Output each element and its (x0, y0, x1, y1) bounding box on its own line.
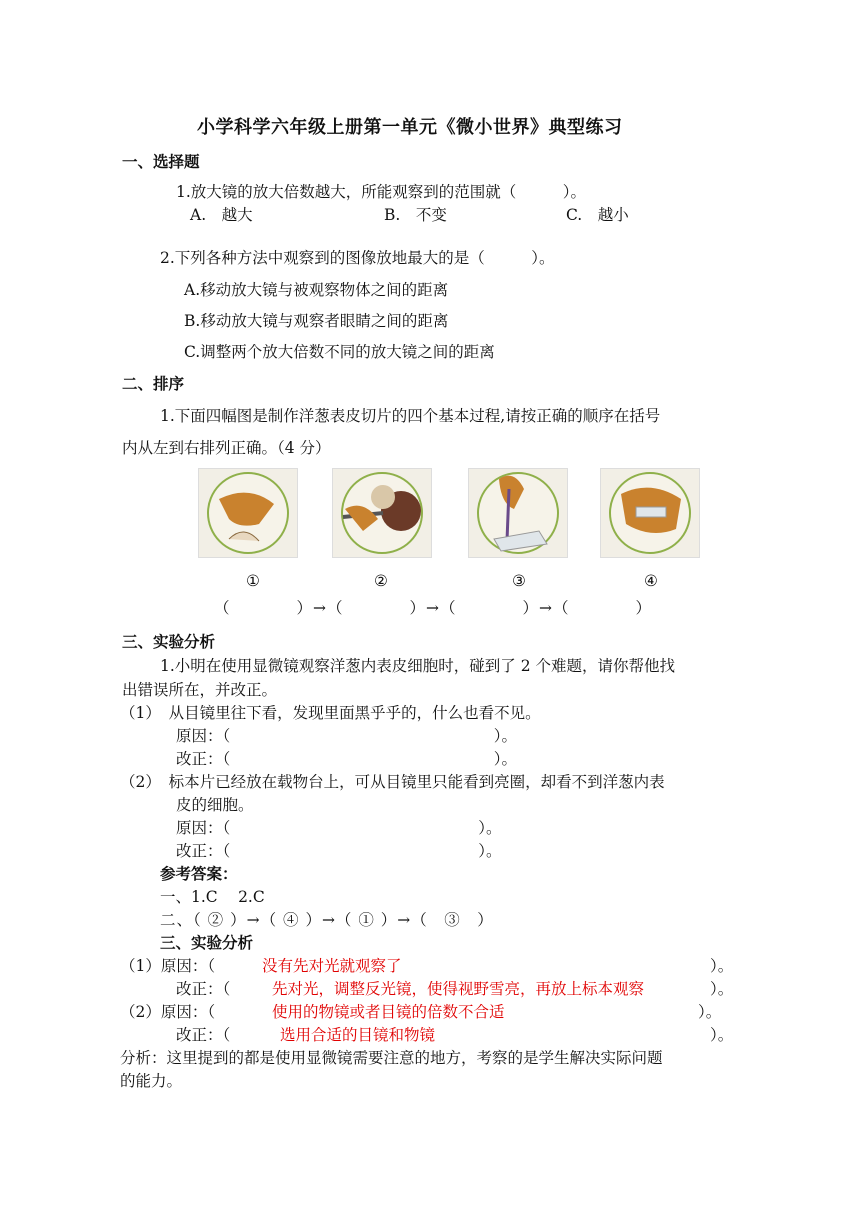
page-title: 小学科学六年级上册第一单元《微小世界》典型练习 (197, 117, 623, 138)
q1-option-b: B. 不变 (384, 206, 447, 224)
answer-section-2: 二、（ ② ）→（ ④ ）→（ ① ）→（ ③ ） (160, 911, 494, 929)
section-heading-analysis: 三、实验分析 (122, 633, 216, 651)
problem-2-reason: 原因：（ ）。 (176, 819, 502, 837)
problem-2-line2: 皮的细胞。 (176, 796, 254, 814)
answer-reason-2-prefix: （2）原因：（ (120, 1003, 216, 1021)
q1-option-c: C. 越小 (566, 206, 629, 224)
problem-1-reason: 原因：（ ）。 (176, 727, 518, 745)
step-image-4 (600, 468, 700, 558)
problem-1: （1） 从目镜里往下看，发现里面黑乎乎的，什么也看不见。 (120, 704, 541, 722)
q2-option-b: B.移动放大镜与观察者眼睛之间的距离 (184, 312, 449, 330)
answer-reason-1-text: 没有先对光就观察了 (262, 957, 402, 975)
answer-fix-1-end: ）。 (710, 980, 734, 998)
analysis-note-line2: 的能力。 (120, 1072, 183, 1090)
answer-reason-2-end: ）。 (698, 1003, 722, 1021)
section-heading-choice: 一、选择题 (122, 153, 200, 171)
problem-1-fix: 改正：（ ）。 (176, 750, 518, 768)
step-label-4: ④ (644, 572, 658, 590)
sort-answer-blank: （ ）→（ ）→（ ）→（ ） (214, 599, 652, 617)
q2-option-c: C.调整两个放大倍数不同的放大镜之间的距离 (184, 343, 495, 361)
sort-question-line2: 内从左到右排列正确。（4 分） (122, 439, 331, 457)
step-label-1: ① (246, 572, 260, 590)
q2-stem: 2.下列各种方法中观察到的图像放地最大的是（ ）。 (160, 249, 555, 267)
step-image-1 (198, 468, 298, 558)
answers-heading: 参考答案： (160, 865, 238, 883)
answer-fix-2-end: ）。 (710, 1026, 734, 1044)
answer-reason-1-end: ）。 (710, 957, 734, 975)
problem-2-line1: （2） 标本片已经放在载物台上，可从目镜里只能看到亮圈，却看不到洋葱内表 (120, 773, 665, 791)
analysis-question-line1: 1.小明在使用显微镜观察洋葱内表皮细胞时，碰到了 2 个难题，请你帮他找 (160, 657, 676, 675)
answer-fix-1-prefix: 改正：（ (176, 980, 231, 998)
answer-reason-2-text: 使用的物镜或者目镜的倍数不合适 (272, 1003, 505, 1021)
answer-fix-2-prefix: 改正：（ (176, 1026, 231, 1044)
q2-option-a: A.移动放大镜与被观察物体之间的距离 (184, 281, 449, 299)
q1-stem: 1.放大镜的放大倍数越大，所能观察到的范围就（ ）。 (176, 183, 587, 201)
answer-fix-1-text: 先对光，调整反光镜，使得视野雪亮，再放上标本观察 (272, 980, 645, 998)
analysis-question-line2: 出错误所在，并改正。 (122, 681, 278, 699)
q1-option-a: A. 越大 (190, 206, 253, 224)
step-image-2 (332, 468, 432, 558)
answer-section-1: 一、1.C 2.C (160, 888, 265, 906)
problem-2-fix: 改正：（ ）。 (176, 842, 502, 860)
step-label-2: ② (374, 572, 388, 590)
answer-section-3-heading: 三、实验分析 (160, 934, 254, 952)
analysis-note-line1: 分析：这里提到的都是使用显微镜需要注意的地方，考察的是学生解决实际问题 (120, 1049, 663, 1067)
section-heading-sort: 二、排序 (122, 375, 185, 393)
step-label-3: ③ (512, 572, 526, 590)
step-image-3 (468, 468, 568, 558)
sort-question-line1: 1.下面四幅图是制作洋葱表皮切片的四个基本过程,请按正确的顺序在括号 (160, 407, 661, 425)
answer-fix-2-text: 选用合适的目镜和物镜 (280, 1026, 436, 1044)
answer-reason-1-prefix: （1）原因：（ (120, 957, 216, 975)
